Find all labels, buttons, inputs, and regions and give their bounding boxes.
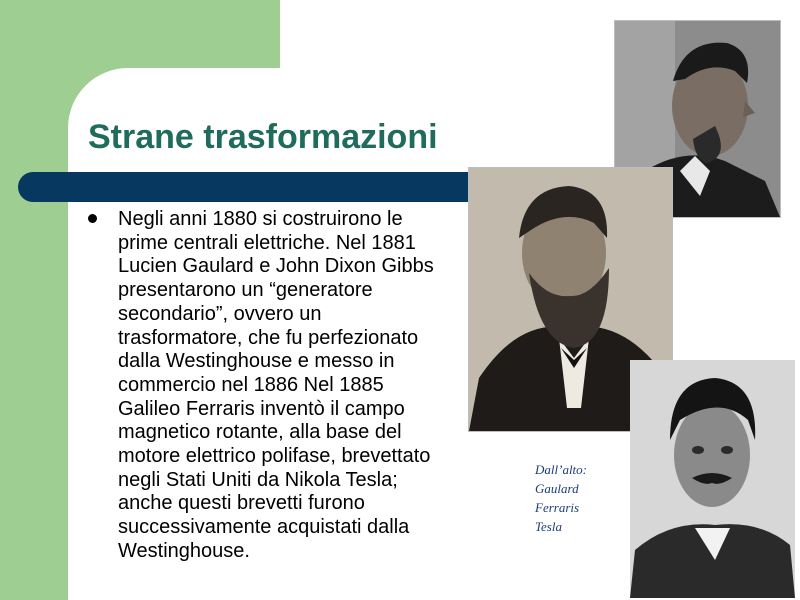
bullet-icon bbox=[88, 214, 97, 223]
caption-line: Gaulard bbox=[535, 481, 579, 496]
body-line: successivamente acquistati dalla bbox=[118, 516, 410, 539]
bullet-text-block bbox=[88, 208, 472, 564]
body-line: anche questi brevetti furono bbox=[118, 492, 365, 515]
photo-caption bbox=[535, 460, 615, 536]
body-line: secondario”, ovvero un bbox=[118, 302, 322, 325]
caption-line: Tesla bbox=[535, 519, 562, 534]
body-line: dalla Westinghouse e messo in bbox=[118, 350, 395, 373]
body-line: commercio nel 1886 Nel 1885 bbox=[118, 373, 384, 396]
body-line: trasformatore, che fu perfezionato bbox=[118, 326, 419, 349]
body-line: magnetico rotante, alla base del bbox=[118, 421, 402, 444]
portrait-tesla bbox=[630, 360, 795, 598]
body-line: Westinghouse. bbox=[118, 539, 250, 562]
body-line: negli Stati Uniti da Nikola Tesla; bbox=[118, 468, 398, 491]
bullet-paragraph bbox=[118, 208, 472, 564]
body-line: Negli anni 1880 si costruirono le bbox=[118, 208, 403, 230]
caption-line: Dall’alto: bbox=[535, 462, 587, 477]
body-line: prime centrali elettriche. Nel 1881 bbox=[118, 231, 416, 254]
body-line: Lucien Gaulard e John Dixon Gibbs bbox=[118, 255, 434, 278]
body-line: Galileo Ferraris inventò il campo bbox=[118, 397, 405, 420]
caption-line: Ferraris bbox=[535, 500, 580, 515]
slide-title: Strane trasformazioni bbox=[88, 118, 438, 156]
body-line: presentarono un “generatore bbox=[118, 279, 373, 302]
body-line: motore elettrico polifase, brevettato bbox=[118, 445, 431, 468]
